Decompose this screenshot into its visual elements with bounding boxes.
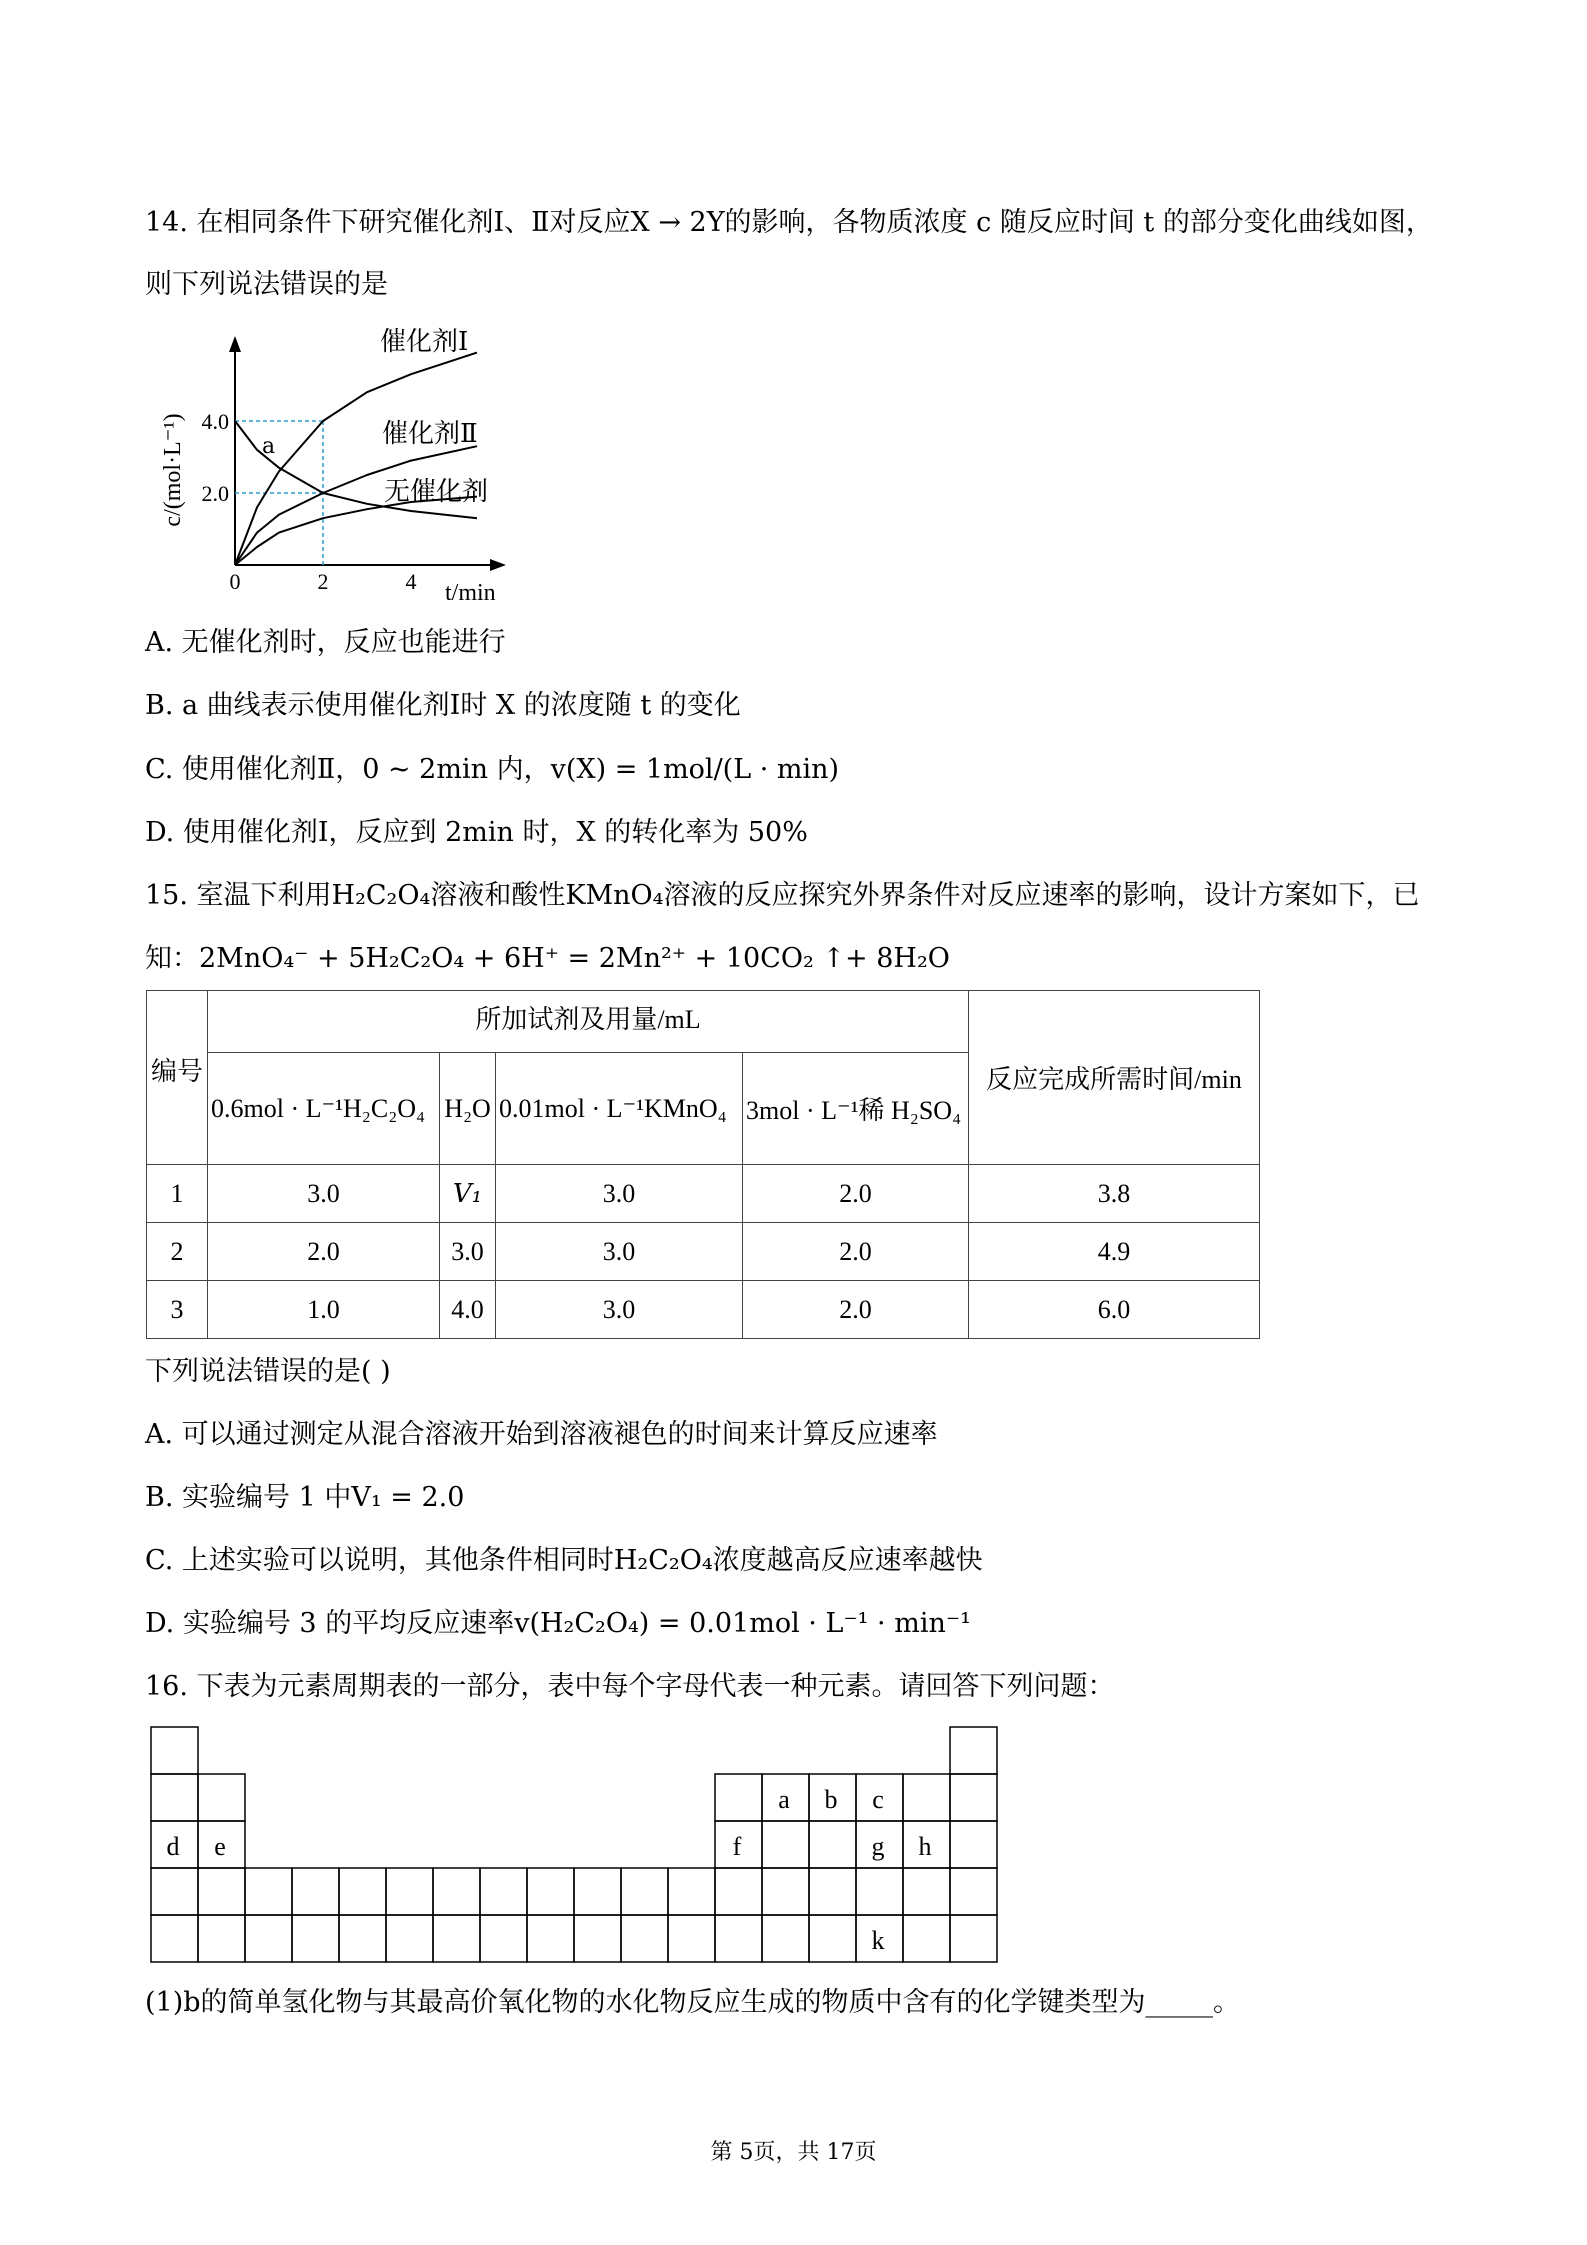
table-cell [151,1774,198,1821]
table-cell [621,1868,668,1915]
element-h: h [918,1832,932,1861]
table-cell [386,1915,433,1962]
table-cell [903,1868,950,1915]
cell: 3.0 [496,1281,743,1339]
element-k: k [871,1926,885,1955]
cell: V₁ [440,1165,496,1223]
q15-option-a: A. 可以通过测定从混合溶液开始到溶液褪色的时间来计算反应速率 [145,1419,938,1450]
table-cell [292,1868,339,1915]
table-cell [527,1915,574,1962]
series-label: a [262,434,276,459]
table-cell [762,1915,809,1962]
table-cell [950,1915,997,1962]
y-axis-label: c/(mol·L⁻¹) [160,413,186,527]
table-cell [480,1868,527,1915]
table-cell [950,1868,997,1915]
table-cell [809,1868,856,1915]
col-id-header: 编号 [147,991,208,1165]
q16-stem: 16. 下表为元素周期表的一部分，表中每个字母代表一种元素。请回答下列问题： [145,1671,1115,1702]
q16-subquestion-1: (1)b的简单氢化物与其最高价氧化物的水化物反应生成的物质中含有的化学键类型为_____。 [145,1987,1241,2018]
table-cell [762,1821,809,1868]
experiment-table [146,990,1260,1339]
q14-option-b: B. a 曲线表示使用催化剂Ⅰ时 X 的浓度随 t 的变化 [145,690,741,721]
table-cell [668,1915,715,1962]
table-cell [198,1915,245,1962]
col-kmno4-header: 0.01mol · L⁻¹KMnO₄ [496,1053,743,1165]
cell: 3.8 [969,1165,1260,1223]
element-d: d [166,1832,180,1861]
cell: 3.0 [496,1165,743,1223]
table-cell [245,1915,292,1962]
series-label: 催化剂Ⅰ [380,327,469,357]
table-cell [151,1868,198,1915]
page-footer: 第 5页，共 17页 [710,2140,877,2165]
table-cell [151,1915,198,1962]
table-cell [903,1915,950,1962]
cell: 6.0 [969,1281,1260,1339]
table-cell [245,1868,292,1915]
element-e: e [214,1832,226,1861]
q14-stem-line1: 14. 在相同条件下研究催化剂Ⅰ、Ⅱ对反应X → 2Y的影响，各物质浓度 c 随反应时间 t 的部分变化曲线如图， [145,207,1433,238]
table-cell [574,1915,621,1962]
q15-stem-line1: 15. 室温下利用H₂C₂O₄溶液和酸性KMnO₄溶液的反应探究外界条件对反应速率的影响，设计方案如下，已 [145,880,1420,911]
q15-option-d: D. 实验编号 3 的平均反应速率v(H₂C₂O₄) = 0.01mol · L⁻¹ · min⁻¹ [145,1608,971,1639]
series-label: 催化剂Ⅱ [382,419,478,449]
table-cell [574,1868,621,1915]
cell: 1 [147,1165,208,1223]
cell: 4.0 [440,1281,496,1339]
table-cell [950,1727,997,1774]
cell: 3 [147,1281,208,1339]
q14-option-c: C. 使用催化剂Ⅱ，0 ~ 2min 内，v(X) = 1mol/(L · min) [145,754,840,785]
cell: 3.0 [208,1165,440,1223]
cell: 3.0 [496,1223,743,1281]
table-cell [621,1915,668,1962]
q15-option-c: C. 上述实验可以说明，其他条件相同时H₂C₂O₄浓度越高反应速率越快 [145,1545,983,1576]
q15-question: 下列说法错误的是( ) [145,1356,391,1387]
table-cell [715,1915,762,1962]
cell: 2.0 [208,1223,440,1281]
table-row [147,1281,1260,1339]
col-time-header: 反应完成所需时间/min [969,991,1260,1165]
table-cell [433,1868,480,1915]
concentration-time-chart [150,320,530,610]
cell: 4.9 [969,1223,1260,1281]
col-h2c2o4-header: 0.6mol · L⁻¹H₂C₂O₄ [208,1053,440,1165]
table-cell [715,1868,762,1915]
table-cell [198,1774,245,1821]
cell: 2.0 [743,1281,969,1339]
table-cell [856,1868,903,1915]
table-row [147,1165,1260,1223]
q14-stem-line2: 则下列说法错误的是 [145,269,388,300]
table-cell [527,1868,574,1915]
table-cell [480,1915,527,1962]
table-cell [433,1915,480,1962]
q14-option-d: D. 使用催化剂Ⅰ，反应到 2min 时，X 的转化率为 50% [145,817,808,848]
q15-stem-line2: 知：2MnO₄⁻ + 5H₂C₂O₄ + 6H⁺ = 2Mn²⁺ + 10CO₂ ↑+ 8H₂O [145,943,950,974]
table-cell [715,1774,762,1821]
element-f: f [732,1832,742,1861]
cell: 2.0 [743,1165,969,1223]
table-cell [903,1774,950,1821]
table-cell [950,1821,997,1868]
table-cell [762,1868,809,1915]
cell: 3.0 [440,1223,496,1281]
series-label: 无催化剂 [384,477,489,507]
periodic-table-fragment [150,1726,1000,1966]
x-tick-label: 0 [229,569,241,594]
x-axis-label: t/min [445,580,496,606]
table-cell [950,1774,997,1821]
element-a: a [778,1785,790,1814]
table-cell [151,1727,198,1774]
element-g: g [871,1832,885,1861]
table-cell [339,1868,386,1915]
table-cell [339,1915,386,1962]
x-tick-label: 4 [405,569,417,594]
q15-option-b: B. 实验编号 1 中V₁ = 2.0 [145,1482,465,1513]
table-cell [198,1868,245,1915]
y-tick-label: 2.0 [201,481,229,506]
table-row [147,1223,1260,1281]
x-tick-label: 2 [317,569,329,594]
q14-option-a: A. 无催化剂时，反应也能进行 [145,627,506,658]
element-b: b [824,1785,838,1814]
table-cell [386,1868,433,1915]
element-c: c [872,1785,884,1814]
cell: 2.0 [743,1223,969,1281]
y-tick-label: 4.0 [201,409,229,434]
table-cell [809,1821,856,1868]
col-h2o-header: H₂O [440,1053,496,1165]
table-cell [809,1915,856,1962]
col-h2so4-header: 3mol · L⁻¹稀 H₂SO₄ [743,1053,969,1165]
cell: 2 [147,1223,208,1281]
cell: 1.0 [208,1281,440,1339]
group-header: 所加试剂及用量/mL [208,991,969,1053]
table-cell [668,1868,715,1915]
table-cell [292,1915,339,1962]
